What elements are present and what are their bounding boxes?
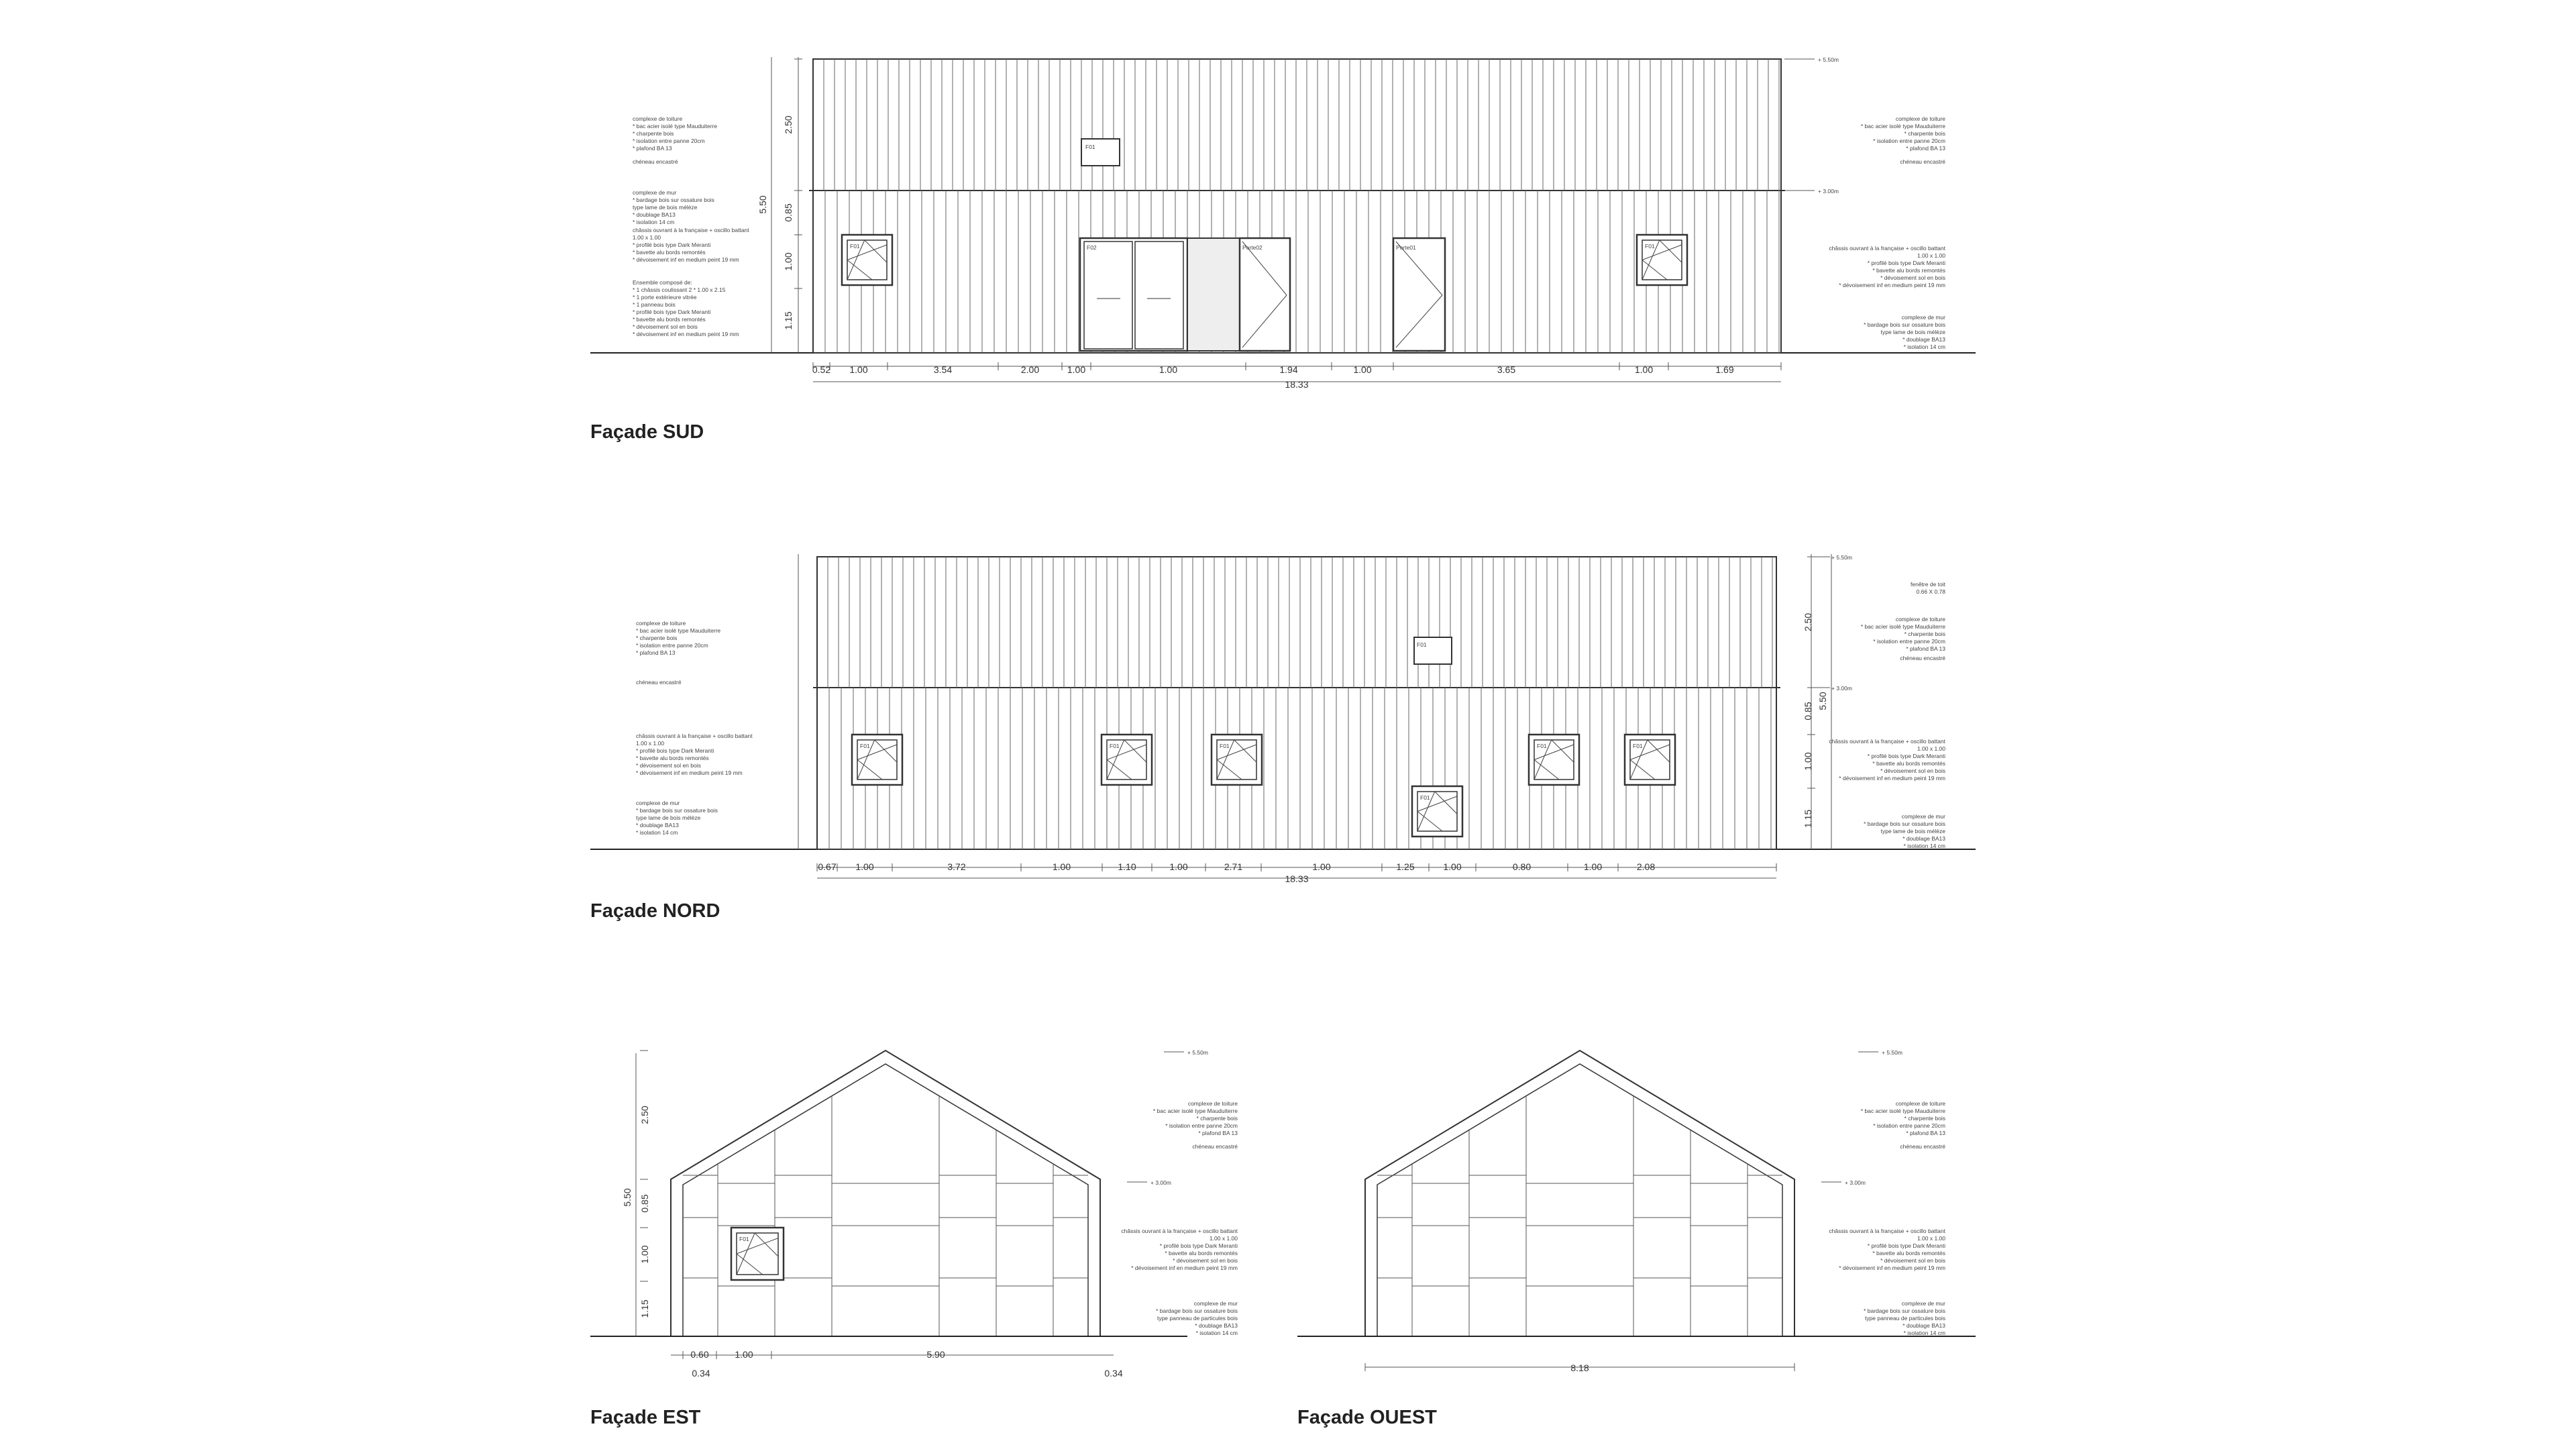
dim-h-text: 1.00 bbox=[735, 1349, 753, 1360]
annotation-line: complexe de mur bbox=[1901, 1300, 1945, 1307]
title-facade-est: Façade EST bbox=[590, 1407, 701, 1428]
annotation-line: complexe de mur bbox=[1901, 314, 1945, 321]
dim-v-text: 2.50 bbox=[1803, 612, 1813, 632]
annotation-line: * charpente bois bbox=[1904, 631, 1945, 637]
annotation-line: * dévoisement sol en bois bbox=[1880, 767, 1945, 774]
annotation-line: chéneau encastré bbox=[1900, 158, 1945, 165]
dim-h-text: 2.00 bbox=[1020, 364, 1040, 375]
annotation-line: * bac acier isolé type Mauduiterre bbox=[633, 123, 718, 129]
window-label: Porte02 bbox=[1242, 244, 1263, 251]
level-mark: + 3.00m bbox=[1150, 1179, 1171, 1186]
dim-v-total: 5.50 bbox=[1817, 692, 1828, 710]
window-label: F01 bbox=[739, 1236, 749, 1242]
annotation-line: * isolation entre panne 20cm bbox=[1165, 1122, 1238, 1129]
window-label: F01 bbox=[850, 243, 860, 250]
annotation-line: * profilé bois type Dark Meranti bbox=[633, 309, 711, 315]
annotation-line: * profilé bois type Dark Meranti bbox=[1159, 1242, 1238, 1249]
window-label: F01 bbox=[860, 743, 870, 749]
dim-total-text: 8.18 bbox=[1570, 1362, 1589, 1373]
annotation-line: * bac acier isolé type Mauduiterre bbox=[1860, 123, 1945, 129]
annotation-line: * profilé bois type Dark Meranti bbox=[1867, 753, 1945, 759]
gable-building bbox=[1365, 1051, 1794, 1336]
level-mark: + 5.50m bbox=[1818, 56, 1839, 63]
annotation-line: * profilé bois type Dark Meranti bbox=[636, 747, 714, 754]
dim-v-total: 5.50 bbox=[622, 1188, 633, 1207]
annotation-line: * bardage bois sur ossature bois bbox=[1864, 321, 1945, 328]
dim-v-text: 0.85 bbox=[1803, 702, 1813, 720]
annotation-line: complexe de mur bbox=[1193, 1300, 1238, 1307]
annotation-right bbox=[1121, 1228, 1238, 1271]
annotation-line: * bavette alu bords remontés bbox=[636, 755, 709, 761]
annotation-line: * isolation 14 cm bbox=[1903, 843, 1945, 849]
annotation-line: * doublage BA13 bbox=[636, 822, 679, 828]
annotation-line: * dévoisement inf en medium peint 19 mm bbox=[636, 769, 743, 776]
level-mark: + 3.00m bbox=[1831, 685, 1852, 692]
dim-h-text: 3.65 bbox=[1497, 364, 1516, 375]
window-label: F01 bbox=[1220, 743, 1230, 749]
dim-h-text: 1.00 bbox=[1353, 364, 1372, 375]
annotation-right bbox=[1864, 813, 1945, 849]
level-mark: + 5.50m bbox=[1187, 1049, 1208, 1056]
dim-h-text: 1.00 bbox=[855, 861, 874, 872]
dim-v-text: 0.85 bbox=[639, 1194, 650, 1213]
roof-window-label: F01 bbox=[1085, 144, 1095, 150]
annotation-right bbox=[1861, 115, 1945, 152]
annotation-right bbox=[1861, 1100, 1945, 1136]
annotation-line: * profilé bois type Dark Meranti bbox=[633, 241, 711, 248]
annotation-right bbox=[1829, 245, 1945, 288]
dim-v-text: 1.00 bbox=[639, 1245, 650, 1264]
roof-window-label: F01 bbox=[1417, 641, 1427, 648]
annotation-line: * dévoisement inf en medium peint 19 mm bbox=[1131, 1265, 1238, 1271]
annotation-line: * charpente bois bbox=[1196, 1115, 1238, 1122]
annotation-line: * charpente bois bbox=[633, 130, 674, 137]
annotation-line: type lame de bois mélèze bbox=[636, 814, 701, 821]
annotation-line: * bac acier isolé type Mauduiterre bbox=[636, 627, 721, 634]
annotation-line: * doublage BA13 bbox=[1902, 1322, 1945, 1329]
dim-h-text: 3.54 bbox=[933, 364, 953, 375]
gable-outline bbox=[671, 1051, 1100, 1336]
annotation-line: chéneau encastré bbox=[636, 679, 682, 686]
annotation-line: * profilé bois type Dark Meranti bbox=[1867, 1242, 1945, 1249]
window-label: F01 bbox=[1537, 743, 1547, 749]
level-mark: + 5.50m bbox=[1882, 1049, 1902, 1056]
annotation-line: * bardage bois sur ossature bois bbox=[1156, 1307, 1238, 1314]
annotation-right bbox=[1911, 581, 1946, 595]
window-f01 bbox=[1625, 735, 1675, 785]
annotation-line: * plafond BA 13 bbox=[633, 145, 672, 152]
annotation-line: * dévoisement inf en medium peint 19 mm bbox=[633, 256, 739, 263]
roof-window bbox=[1081, 139, 1120, 166]
annotation-line: châssis ouvrant à la française + oscillo battant bbox=[636, 733, 753, 739]
annotation-line: complexe de toiture bbox=[1895, 1100, 1945, 1107]
annotation-left bbox=[636, 800, 718, 836]
annotation-line: * doublage BA13 bbox=[1902, 336, 1945, 343]
annotation-line: * plafond BA 13 bbox=[1198, 1130, 1238, 1136]
annotation-line: * bavette alu bords remontés bbox=[1872, 760, 1945, 767]
window-label: F01 bbox=[1420, 794, 1430, 801]
window-f01 bbox=[1529, 735, 1579, 785]
dim-h-text: 1.69 bbox=[1715, 364, 1734, 375]
annotation-line: * doublage BA13 bbox=[1902, 835, 1945, 842]
annotation-line: châssis ouvrant à la française + oscillo battant bbox=[1829, 245, 1945, 252]
dim-h-text: 2.71 bbox=[1224, 861, 1243, 872]
annotation-left bbox=[633, 158, 678, 165]
dim-h-text: 1.00 bbox=[1312, 861, 1331, 872]
entrance-door bbox=[1240, 238, 1290, 351]
annotation-line: * isolation entre panne 20cm bbox=[1873, 1122, 1945, 1129]
annotation-line: châssis ouvrant à la française + oscillo battant bbox=[1829, 1228, 1945, 1234]
dim-total-text: 18.33 bbox=[1285, 379, 1309, 390]
dim-h-text: 0.80 bbox=[1512, 861, 1532, 872]
annotation-line: type panneau de particules bois bbox=[1864, 1315, 1945, 1322]
annotation-right bbox=[1861, 616, 1945, 652]
annotation-line: * 1 porte extérieure vitrée bbox=[633, 294, 697, 301]
annotation-line: type panneau de particules bois bbox=[1157, 1315, 1238, 1322]
annotation-line: * bac acier isolé type Mauduiterre bbox=[1860, 1108, 1945, 1114]
level-mark: + 5.50m bbox=[1831, 554, 1852, 561]
annotation-line: complexe de toiture bbox=[1187, 1100, 1238, 1107]
annotation-right bbox=[1900, 158, 1945, 165]
annotation-line: 0.66 X 0.78 bbox=[1916, 588, 1945, 595]
dim-h-text: 5.90 bbox=[926, 1349, 945, 1360]
annotation-line: * bac acier isolé type Mauduiterre bbox=[1860, 623, 1945, 630]
annotation-line: * bardage bois sur ossature bois bbox=[1864, 820, 1945, 827]
window-label: F02 bbox=[1087, 244, 1097, 251]
annotation-right bbox=[1900, 655, 1945, 661]
annotation-line: * 1 châssis coulissant 2 * 1.00 x 2.15 bbox=[633, 286, 726, 293]
annotation-line: * plafond BA 13 bbox=[636, 649, 676, 656]
annotation-line: chéneau encastré bbox=[1900, 1143, 1945, 1150]
annotation-line: * plafond BA 13 bbox=[1906, 1130, 1945, 1136]
window-label: F01 bbox=[1110, 743, 1120, 749]
window-f01 bbox=[731, 1228, 784, 1280]
dim-h-text: 3.72 bbox=[947, 861, 966, 872]
annotation-line: * bardage bois sur ossature bois bbox=[636, 807, 718, 814]
annotation-line: complexe de mur bbox=[636, 800, 680, 806]
window-f01 bbox=[1412, 786, 1462, 837]
annotation-line: chéneau encastré bbox=[633, 158, 678, 165]
annotation-line: * dévoisement sol en bois bbox=[1173, 1257, 1238, 1264]
annotation-left bbox=[636, 620, 720, 656]
dim-h-text: 1.00 bbox=[1067, 364, 1086, 375]
dim-h-text: 1.00 bbox=[1443, 861, 1462, 872]
annotation-line: complexe de toiture bbox=[633, 115, 683, 122]
annotation-line: * bavette alu bords remontés bbox=[1872, 1250, 1945, 1256]
dim-h-text: 1.10 bbox=[1118, 861, 1136, 872]
dim-v-text: 0.85 bbox=[783, 203, 794, 222]
window-f01 bbox=[1212, 735, 1262, 785]
annotation-line: * dévoisement sol en bois bbox=[1880, 274, 1945, 281]
annotation-left bbox=[633, 115, 717, 152]
dim-total-text: 18.33 bbox=[1285, 873, 1309, 884]
annotation-right bbox=[1192, 1143, 1238, 1150]
title-facade-nord: Façade NORD bbox=[590, 900, 720, 922]
window-f01-east bbox=[1637, 235, 1687, 285]
dim-h-text: 1.00 bbox=[849, 364, 868, 375]
sliding-panel bbox=[1135, 241, 1183, 349]
annotation-line: châssis ouvrant à la française + oscillo battant bbox=[633, 227, 749, 233]
window-f01 bbox=[852, 735, 902, 785]
annotation-right bbox=[1900, 1143, 1945, 1150]
dim-v-total: 5.50 bbox=[757, 195, 768, 214]
annotation-line: complexe de toiture bbox=[636, 620, 686, 627]
window-label: Porte01 bbox=[1396, 244, 1416, 251]
annotation-right bbox=[1864, 1300, 1945, 1336]
annotation-line: * dévoisement inf en medium peint 19 mm bbox=[633, 331, 739, 337]
annotation-line: * plafond BA 13 bbox=[1906, 645, 1945, 652]
annotation-line: * charpente bois bbox=[1904, 1115, 1945, 1122]
dim-v-text: 1.00 bbox=[783, 252, 794, 271]
annotation-line: complexe de mur bbox=[1901, 813, 1945, 820]
annotation-line: * doublage BA13 bbox=[633, 211, 676, 218]
dim-v-text: 2.50 bbox=[639, 1106, 650, 1124]
service-door bbox=[1393, 238, 1445, 351]
dim-v-text: 1.00 bbox=[1803, 752, 1813, 771]
dim-h-text: 1.00 bbox=[1583, 861, 1603, 872]
annotation-line: * bardage bois sur ossature bois bbox=[1864, 1307, 1945, 1314]
annotation-line: * isolation entre panne 20cm bbox=[1873, 638, 1945, 645]
annotation-line: * dévoisement sol en bois bbox=[1880, 1257, 1945, 1264]
dim-h-text: 0.52 bbox=[812, 364, 831, 375]
title-facade-ouest: Façade OUEST bbox=[1297, 1407, 1437, 1428]
annotation-right bbox=[1829, 738, 1945, 782]
annotation-line: * charpente bois bbox=[636, 635, 678, 641]
annotation-line: * doublage BA13 bbox=[1195, 1322, 1238, 1329]
annotation-line: Ensemble composé de: bbox=[633, 279, 692, 286]
annotation-line: complexe de mur bbox=[633, 189, 677, 196]
dim-h-text: 1.94 bbox=[1279, 364, 1298, 375]
annotation-right bbox=[1153, 1100, 1238, 1136]
annotation-line: * isolation entre panne 20cm bbox=[636, 642, 708, 649]
wood-panel bbox=[1187, 238, 1240, 351]
annotation-line: * bavette alu bords remontés bbox=[633, 316, 706, 323]
annotation-line: 1.00 x 1.00 bbox=[633, 234, 661, 241]
annotation-line: chéneau encastré bbox=[1900, 655, 1945, 661]
annotation-line: * dévoisement inf en medium peint 19 mm bbox=[1839, 282, 1945, 288]
annotation-line: complexe de toiture bbox=[1895, 616, 1945, 623]
dim-h-text: 2.08 bbox=[1636, 861, 1656, 872]
dim-h-text: 1.25 bbox=[1396, 861, 1415, 872]
annotation-line: châssis ouvrant à la française + oscillo battant bbox=[1121, 1228, 1238, 1234]
annotation-line: * isolation entre panne 20cm bbox=[633, 138, 705, 144]
annotation-line: * profilé bois type Dark Meranti bbox=[1867, 260, 1945, 266]
annotation-line: châssis ouvrant à la française + oscillo battant bbox=[1829, 738, 1945, 745]
gable-building bbox=[671, 1051, 1100, 1336]
dim-v-text: 1.15 bbox=[783, 311, 794, 330]
annotation-line: * isolation 14 cm bbox=[633, 219, 675, 225]
dim-small: 0.34 bbox=[692, 1368, 710, 1379]
dim-h-text: 1.00 bbox=[1634, 364, 1654, 375]
annotation-line: * bac acier isolé type Mauduiterre bbox=[1152, 1108, 1238, 1114]
title-facade-sud: Façade SUD bbox=[590, 421, 704, 443]
dim-small: 0.34 bbox=[1104, 1368, 1123, 1379]
dim-h-text: 1.00 bbox=[1052, 861, 1071, 872]
dim-h-text: 0.67 bbox=[818, 861, 837, 872]
annotation-line: * dévoisement inf en medium peint 19 mm bbox=[1839, 1265, 1945, 1271]
annotation-line: chéneau encastré bbox=[1192, 1143, 1238, 1150]
annotation-line: * dévoisement sol en bois bbox=[636, 762, 701, 769]
annotation-line: * isolation 14 cm bbox=[1195, 1330, 1238, 1336]
sliding-panel bbox=[1084, 241, 1132, 349]
level-mark: + 3.00m bbox=[1845, 1179, 1866, 1186]
annotation-line: * bavette alu bords remontés bbox=[633, 249, 706, 256]
annotation-left bbox=[636, 679, 682, 686]
annotation-left bbox=[636, 733, 753, 776]
annotation-line: * dévoisement sol en bois bbox=[633, 323, 698, 330]
annotation-line: * charpente bois bbox=[1904, 130, 1945, 137]
annotation-left bbox=[633, 279, 739, 337]
window-label: F01 bbox=[1633, 743, 1643, 749]
annotation-line: 1.00 x 1.00 bbox=[1917, 252, 1945, 259]
annotation-line: * 1 panneau bois bbox=[633, 301, 676, 308]
annotation-line: 1.00 x 1.00 bbox=[636, 740, 665, 747]
annotation-line: type lame de bois mélèze bbox=[633, 204, 698, 211]
window-f01-west bbox=[842, 235, 892, 285]
annotation-right bbox=[1864, 314, 1945, 350]
dim-v-text: 1.15 bbox=[1803, 809, 1813, 828]
annotation-line: 1.00 x 1.00 bbox=[1917, 745, 1945, 752]
dim-h-text: 1.00 bbox=[1159, 364, 1178, 375]
annotation-line: * bavette alu bords remontés bbox=[1872, 267, 1945, 274]
annotation-line: type lame de bois mélèze bbox=[1880, 329, 1945, 335]
annotation-line: * bavette alu bords remontés bbox=[1165, 1250, 1238, 1256]
annotation-line: 1.00 x 1.00 bbox=[1209, 1235, 1238, 1242]
annotation-line: type lame de bois mélèze bbox=[1880, 828, 1945, 835]
annotation-line: fenêtre de toit bbox=[1911, 581, 1945, 588]
annotation-line: * isolation 14 cm bbox=[1903, 343, 1945, 350]
annotation-line: complexe de toiture bbox=[1895, 115, 1945, 122]
dim-h-text: 1.00 bbox=[1169, 861, 1188, 872]
annotation-right bbox=[1829, 1228, 1945, 1271]
annotation-line: * dévoisement inf en medium peint 19 mm bbox=[1839, 775, 1945, 782]
window-f01 bbox=[1102, 735, 1152, 785]
annotation-line: * bardage bois sur ossature bois bbox=[633, 197, 714, 203]
level-mark: + 3.00m bbox=[1818, 188, 1839, 195]
dim-v-text: 1.15 bbox=[639, 1299, 650, 1318]
annotation-left bbox=[633, 227, 749, 263]
window-label: F01 bbox=[1645, 243, 1655, 250]
dim-v-text: 2.50 bbox=[783, 115, 794, 134]
annotation-line: * isolation entre panne 20cm bbox=[1873, 138, 1945, 144]
annotation-left bbox=[633, 189, 714, 225]
gable-outline bbox=[1365, 1051, 1794, 1336]
annotation-line: * isolation 14 cm bbox=[636, 829, 678, 836]
dim-h-text: 0.60 bbox=[690, 1349, 709, 1360]
annotation-line: * plafond BA 13 bbox=[1906, 145, 1945, 152]
annotation-right bbox=[1156, 1300, 1238, 1336]
annotation-line: 1.00 x 1.00 bbox=[1917, 1235, 1945, 1242]
annotation-line: * isolation 14 cm bbox=[1903, 1330, 1945, 1336]
